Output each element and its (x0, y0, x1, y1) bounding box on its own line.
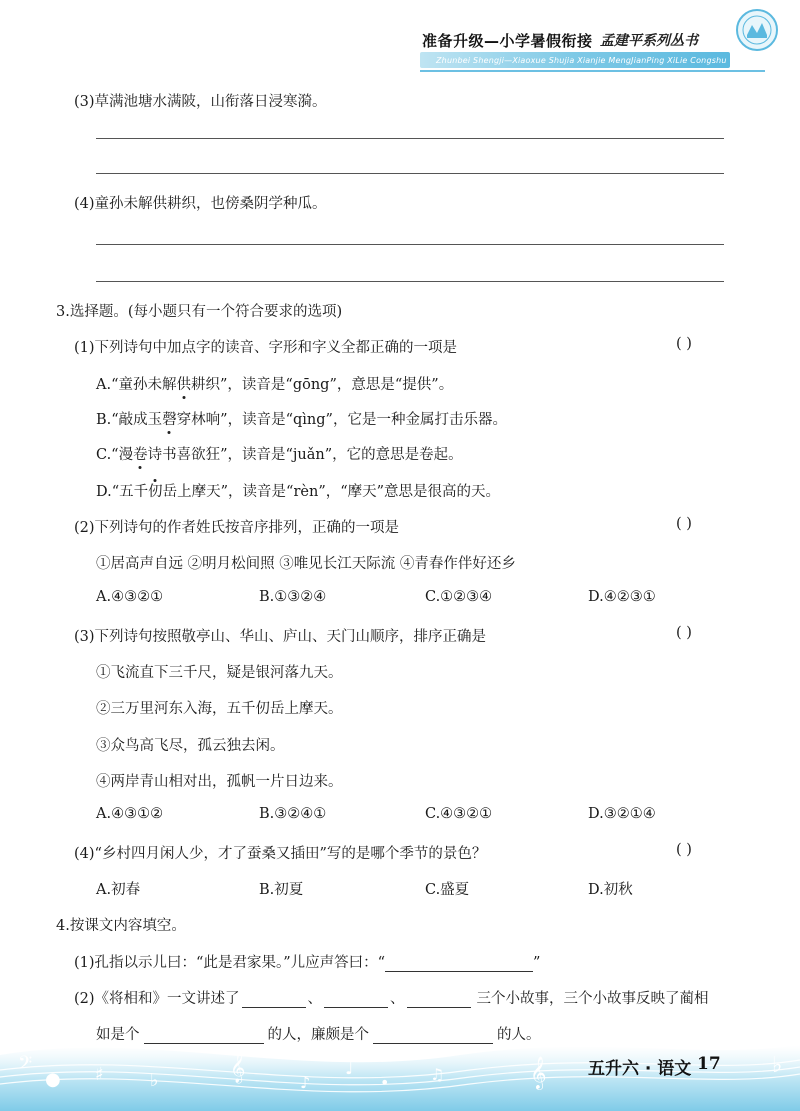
header-pinyin: Zhunbei Shengji—Xiaoxue Shujia Xianjie MengJianPing XiLie Congshu (436, 56, 727, 65)
q3-2-poem-list: ①居高声自远 ②明月松间照 ③唯见长江天际流 ④青春作伴好还乡 (96, 556, 516, 572)
separator: 、 (307, 991, 323, 1007)
emphasized-char: 卷 (133, 447, 148, 463)
answer-line[interactable] (96, 173, 724, 174)
answer-paren[interactable]: ( ) (676, 336, 692, 352)
q3-3-line-4: ④两岸青山相对出，孤帆一片日边来。 (96, 774, 343, 790)
header-rule (420, 70, 765, 72)
q3-3-line-3: ③众鸟高飞尽，孤云独去闲。 (96, 738, 285, 754)
answer-line[interactable] (96, 138, 724, 139)
q3-1-option-a[interactable] (96, 373, 453, 394)
q3-3-option-c[interactable]: C.④③②① (425, 806, 493, 822)
fill-blank[interactable] (385, 956, 533, 972)
q3-1-option-d[interactable] (96, 480, 500, 501)
answer-paren[interactable]: ( ) (676, 625, 692, 641)
q3-3-option-b[interactable]: B.③②④① (259, 806, 327, 822)
option-text: A.“童孙未解 (96, 377, 177, 393)
emphasized-char: 磬 (162, 412, 177, 428)
svg-text:♭: ♭ (772, 1053, 783, 1078)
svg-text:●: ● (45, 1069, 61, 1090)
option-text: 岳上摩天”，读音是“rèn”，“摩天”意思是很高的天。 (162, 484, 501, 500)
school-seal-icon (735, 8, 779, 52)
q3-2-option-b[interactable]: B.①③②④ (259, 589, 327, 605)
q3-4-option-c[interactable]: C.盛夏 (425, 882, 470, 898)
answer-paren[interactable]: ( ) (676, 842, 692, 858)
q3-3-line-1: ①飞流直下三千尺，疑是银河落九天。 (96, 665, 343, 681)
svg-text:♫: ♫ (430, 1065, 445, 1084)
header-series: 孟建平系列丛书 (600, 33, 698, 49)
option-text: 诗书喜欲狂”，读音是“juǎn”，它的意思是卷起。 (147, 447, 463, 463)
q4-2-line (74, 987, 709, 1008)
fill-blank[interactable] (407, 992, 471, 1008)
q4-2-middle: 三个小故事，三个小故事反映了蔺相 (476, 991, 709, 1007)
q4-1-close-quote: ” (533, 955, 541, 971)
q3-3-option-d[interactable]: D.③②①④ (588, 806, 656, 822)
svg-text:♭: ♭ (150, 1070, 159, 1091)
question-3-heading: 3.选择题。(每小题只有一个符合要求的选项) (56, 304, 343, 320)
answer-paren[interactable]: ( ) (676, 516, 692, 532)
q3-2-option-c[interactable]: C.①②③④ (425, 589, 493, 605)
option-text: D.“五千 (96, 484, 149, 500)
poem-line-4: (4)童孙未解供耕织，也傍桑阴学种瓜。 (74, 196, 327, 212)
page-number: 17 (697, 1054, 721, 1074)
svg-text:♯: ♯ (95, 1064, 104, 1085)
answer-line[interactable] (96, 244, 724, 245)
q3-4-option-d[interactable]: D.初秋 (588, 882, 633, 898)
footer-grade-subject: 五升六 · 语文 (588, 1059, 692, 1079)
svg-text:•: • (380, 1073, 390, 1092)
question-4-heading: 4.按课文内容填空。 (56, 918, 186, 934)
q3-3-line-2: ②三万里河东入海，五千仞岳上摩天。 (96, 701, 343, 717)
q4-1-prompt: (1)孔指以示儿曰：“此是君家果。”儿应声答曰：“ (74, 955, 386, 971)
q3-4-stem: (4)“乡村四月闲人少，才了蚕桑又插田”写的是哪个季节的景色？ (74, 846, 487, 862)
svg-text:𝄞: 𝄞 (530, 1056, 547, 1089)
option-text: 穿林响”，读音是“qìng”，它是一种金属打击乐器。 (176, 412, 507, 428)
q3-1-stem: (1)下列诗句中加点字的读音、字形和字义全都正确的一项是 (74, 340, 458, 356)
svg-text:𝄢: 𝄢 (18, 1053, 33, 1078)
option-text: C.“漫 (96, 447, 134, 463)
q3-2-option-a[interactable]: A.④③②① (96, 589, 164, 605)
option-text: B.“敲成玉 (96, 412, 163, 428)
q3-4-option-a[interactable]: A.初春 (96, 882, 141, 898)
q3-1-option-c[interactable] (96, 443, 463, 464)
q4-2-text: 的人。 (497, 1027, 541, 1043)
option-text: 耕织”，读音是“gōng”，意思是“提供”。 (191, 377, 454, 393)
q3-4-option-b[interactable]: B.初夏 (259, 882, 304, 898)
separator: 、 (390, 991, 405, 1007)
q4-2-text: 的人，廉颇是个 (267, 1027, 369, 1043)
fill-blank[interactable] (324, 992, 388, 1008)
q4-2-prompt: (2)《将相和》一文讲述了 (74, 991, 240, 1007)
poem-line-3: (3)草满池塘水满陂，山衔落日浸寒漪。 (74, 94, 327, 110)
q3-1-option-b[interactable] (96, 408, 507, 429)
emphasized-char: 供 (176, 377, 191, 393)
answer-line[interactable] (96, 281, 724, 282)
header-title: 准备升级—小学暑假衔接 (422, 32, 593, 50)
emphasized-char: 仞 (148, 484, 163, 500)
q3-2-stem: (2)下列诗句的作者姓氏按音序排列，正确的一项是 (74, 520, 400, 536)
q3-2-option-d[interactable]: D.④②③① (588, 589, 656, 605)
svg-text:𝄞: 𝄞 (230, 1053, 246, 1083)
q3-3-stem: (3)下列诗句按照敬亭山、华山、庐山、天门山顺序，排序正确是 (74, 629, 487, 645)
q3-3-option-a[interactable]: A.④③①② (96, 806, 164, 822)
q4-1-line (74, 951, 540, 972)
svg-text:♩: ♩ (345, 1058, 354, 1079)
q4-2-text: 如是个 (96, 1027, 140, 1043)
fill-blank[interactable] (242, 992, 306, 1008)
svg-text:♪: ♪ (300, 1073, 311, 1092)
